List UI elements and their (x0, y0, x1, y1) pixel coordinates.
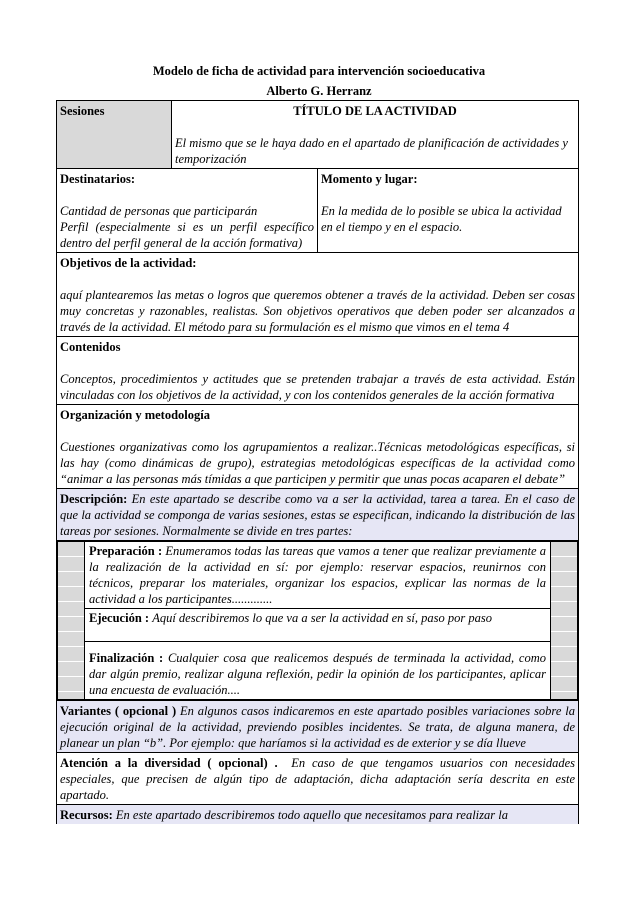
momento-label: Momento y lugar: (321, 172, 418, 186)
preparacion-cell (85, 542, 551, 609)
destinatarios-perfil: Perfil (especialmente si es un perfil específico dentro del perfil general de la acción formativa) (60, 220, 314, 250)
atencion-row (57, 753, 579, 805)
descripcion-description: En este apartado se describe como va a ser la actividad, tarea a tarea. En el caso de que la actividad se componga de varias sesiones, estas se especifican, indicando la distribución de las tareas por sesiones. Normalmente se divide en tres partes: (60, 492, 576, 538)
preparacion-description: Enumeramos todas las tareas que vamos a tener que realizar previamente a la realización de la actividad en sí: por ejemplo: reservar espacios, reunirnos con técnicos, preparar los materiales, organizar los espacios, explicar las normas de la actividad a los participantes............. (89, 544, 546, 606)
finalizacion-description: Cualquier cosa que realicemos después de terminada la actividad, como dar algún premio, realizar alguna reflexión, pedir la opinión de los participantes, aplicar una encuesta de evaluación.... (89, 651, 546, 697)
destinatarios-label: Destinatarios: (60, 172, 135, 186)
sesiones-label: Sesiones (57, 101, 172, 169)
titulo-actividad: TÍTULO DE LA ACTIVIDAD (293, 104, 457, 118)
atencion-cell (57, 753, 579, 805)
organizacion-row (57, 405, 579, 489)
right-gray-margin (551, 542, 578, 700)
objetivos-cell (57, 253, 579, 337)
recursos-description: En este apartado describiremos todo aquello que necesitamos para realizar la (115, 808, 508, 822)
titulo-cell (172, 101, 579, 169)
document-title: Modelo de ficha de actividad para intervención socioeducativa (152, 64, 486, 78)
descripcion-row (57, 489, 579, 541)
activity-form-table (56, 100, 579, 824)
ejecucion-description: Aquí describiremos lo que va a ser la actividad en sí, paso por paso (152, 611, 492, 625)
finalizacion-label: Finalización : (89, 651, 164, 665)
contenidos-cell (57, 337, 579, 405)
organizacion-label: Organización y metodología (60, 408, 210, 422)
contenidos-row (57, 337, 579, 405)
atencion-description: En caso de que tengamos usuarios con necesidades especiales, que precisen de algún tipo de adaptación, dicha adaptación sería descrita en este apartado. (60, 756, 575, 802)
fases-cell (57, 541, 579, 701)
ejecucion-label: Ejecución : (89, 611, 150, 625)
objetivos-description: aquí plantearemos las metas o logros que queremos obtener a través de la actividad. Deben ser cosas muy concretas y razonables, realistas. Son objetivos operativos que deben poder ser alcanzados a través de la actividad. El método para su formulación es el mismo que vimos en el tema 4 (60, 288, 575, 334)
organizacion-description: Cuestiones organizativas como los agrupamientos a realizar..Técnicas metodológicas específicas, si las hay (como dinámicas de grupo), estrategias metodológicas específicas de la actividad como “animar a las personas más tímidas a que participen y permitir que unas pocas acaparen el debate” (60, 440, 575, 486)
descripcion-cell (57, 489, 579, 541)
momento-description: En la medida de lo posible se ubica la actividad en el tiempo y en el espacio. (321, 204, 562, 234)
variantes-row (57, 701, 579, 753)
objetivos-label: Objetivos de la actividad: (60, 256, 197, 270)
finalizacion-cell (85, 642, 551, 700)
objetivos-row (57, 253, 579, 337)
preparacion-label: Preparación : (89, 544, 163, 558)
variantes-cell (57, 701, 579, 753)
atencion-label: Atención a la diversidad ( opcional) . (60, 756, 278, 770)
titulo-description: El mismo que se le haya dado en el apartado de planificación de actividades y temporización (175, 136, 568, 166)
destinatarios-cell (57, 169, 318, 253)
left-gray-margin (58, 542, 85, 700)
sesiones-row (57, 101, 579, 169)
destinatarios-row (57, 169, 579, 253)
recursos-label: Recursos: (60, 808, 113, 822)
contenidos-label: Contenidos (60, 340, 121, 354)
recursos-cell (57, 805, 579, 825)
recursos-row (57, 805, 579, 825)
document-author: Alberto G. Herranz (266, 84, 372, 98)
destinatarios-cantidad: Cantidad de personas que participarán (60, 204, 258, 218)
fases-row (57, 541, 579, 701)
descripcion-label: Descripción: (60, 492, 128, 506)
organizacion-cell (57, 405, 579, 489)
variantes-label: Variantes ( opcional ) (60, 704, 177, 718)
fases-table (57, 541, 578, 700)
momento-cell (318, 169, 579, 253)
contenidos-description: Conceptos, procedimientos y actitudes que se pretenden trabajar a través de esta actividad. Están vinculadas con los objetivos de la actividad, y con los contenidos generales de la acción formativa (60, 372, 575, 402)
ejecucion-cell (85, 609, 551, 642)
variantes-description: En algunos casos indicaremos en este apartado posibles variaciones sobre la ejecución original de la actividad, previendo posibles incidentes. Se trata, de alguna manera, de planear un plan “b”. Por ejemplo: que haríamos si la actividad es de exterior y se día llueve (60, 704, 576, 750)
